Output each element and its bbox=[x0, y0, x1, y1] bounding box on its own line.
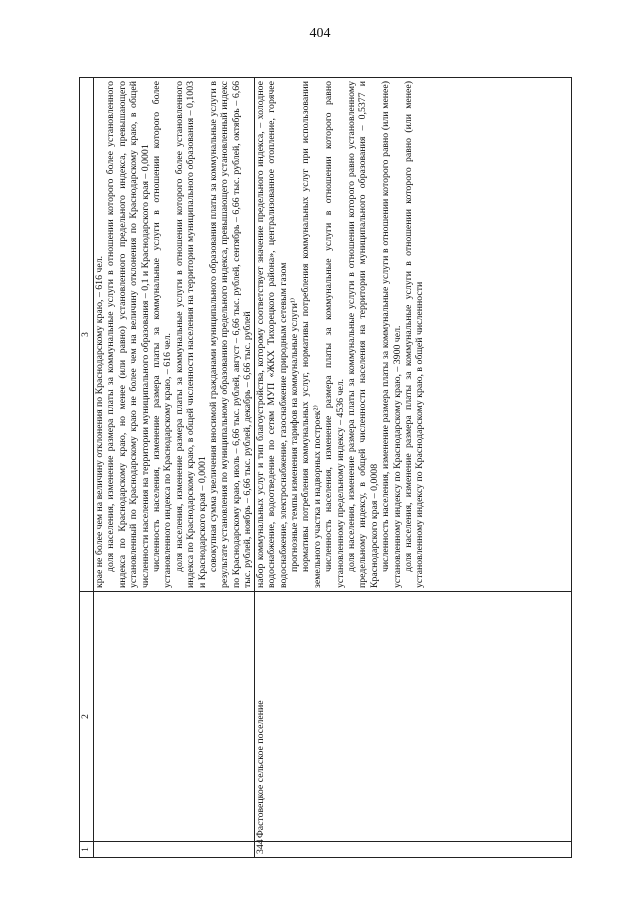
continuation-text-cell bbox=[94, 78, 255, 592]
row-paragraph-7: доля населения, изменение размера платы за коммунальные услуги в отношении которого равно (или менее) установленному индексу по Краснодарскому краю, в общей численности bbox=[402, 81, 426, 588]
continuation-paragraph-1: крае не более чем на величину отклонения по Краснодарскому краю, – 616 чел. bbox=[94, 255, 105, 588]
continuation-row bbox=[94, 78, 255, 858]
row-paragraph-4: численность населения, изменение размера платы за коммунальные услуги в отношении которого равно установленному предельному индексу – 4536 чел. bbox=[323, 81, 346, 588]
document-table bbox=[79, 77, 572, 858]
row-paragraph-3: нормативы потребления коммунальных услуг, нормативы потребления коммунальных услуг при использовании земельного участка и надворных построек²⁾ bbox=[300, 81, 323, 588]
row-paragraph-6: численность населения, изменение размера платы за коммунальные услуги в отношении которого равно (или менее) установленному индексу по Краснодарскому краю, – 3900 чел. bbox=[380, 81, 403, 588]
continuation-paragraph-3: численность населения, изменение размера платы за коммунальные услуги в отношении которого более установленного индекса по Краснодарскому краю, – 616 чел. bbox=[151, 81, 174, 588]
header-col-3: 3 bbox=[80, 78, 94, 592]
row-paragraph-1: набор коммунальных услуг и тип благоустройства, которому соответствует значение предельного индекса, – холодное водоснабжение, водоотведение по сетям МУП «ЖКХ Тихорецкого района», централизованное отопление, горячее водоснабжение, электроснабжение, газоснабжение природным сетевым газом bbox=[254, 81, 289, 588]
header-col-1: 1 bbox=[80, 842, 94, 858]
header-col-2: 2 bbox=[80, 592, 94, 842]
table-row bbox=[254, 78, 571, 858]
continuation-paragraph-5: совокупная сумма увеличения вносимой гражданами муниципального образования платы за коммунальные услуги в результате установления по муниципальному образованию предельного индекса, превышающего установленный индекс по Краснодарскому краю, июль – 6,66 тыс. рублей, август – 6,66 тыс. рублей, сентябрь – 6,66 тыс. рублей, октябрь – 6,66 тыс. рублей, ноябрь – 6,66 тыс. рублей, декабрь – 6,66 тыс. рублей bbox=[208, 81, 254, 588]
page-number: 404 bbox=[309, 26, 331, 41]
continuation-paragraph-4: доля населения, изменение размера платы за коммунальные услуги в отношении которого более установленного индекса по Краснодарскому краю, в общей численности населения на территории муниципального образования – 0,1003 и Краснодарского края – 0,0001 bbox=[173, 81, 208, 588]
rotated-table-wrapper bbox=[79, 78, 572, 858]
continuation-number-cell bbox=[94, 842, 255, 858]
row-paragraph-5: доля населения, изменение размера платы за коммунальные услуги в отношении которого равно установленному предельному индексу, в общей численности населения на территории муниципального образования – 0,5377 и Краснодарского края – 0,0008 bbox=[345, 81, 380, 588]
continuation-name-cell bbox=[94, 592, 255, 842]
table-header-row bbox=[80, 78, 94, 858]
row-details-cell bbox=[254, 78, 571, 592]
row-number: 344 bbox=[254, 842, 571, 858]
continuation-paragraph-2: доля населения, изменение размера платы за коммунальные услуги в отношении которого более установленного индекса по Краснодарскому краю, но менее (или равно) установленного предельного индекса, превышающего установленный по Краснодарскому краю не более чем на величину отклонения по Краснодарскому краю, в общей численности населения на территории муниципального образования – 0,1 и Краснодарского края – 0,0001 bbox=[105, 81, 151, 588]
row-settlement-name: Фастовецкое сельское поселение bbox=[254, 592, 571, 842]
row-paragraph-2: прогнозные темпы изменения тарифов на коммунальные услуги¹⁾ bbox=[288, 297, 300, 572]
